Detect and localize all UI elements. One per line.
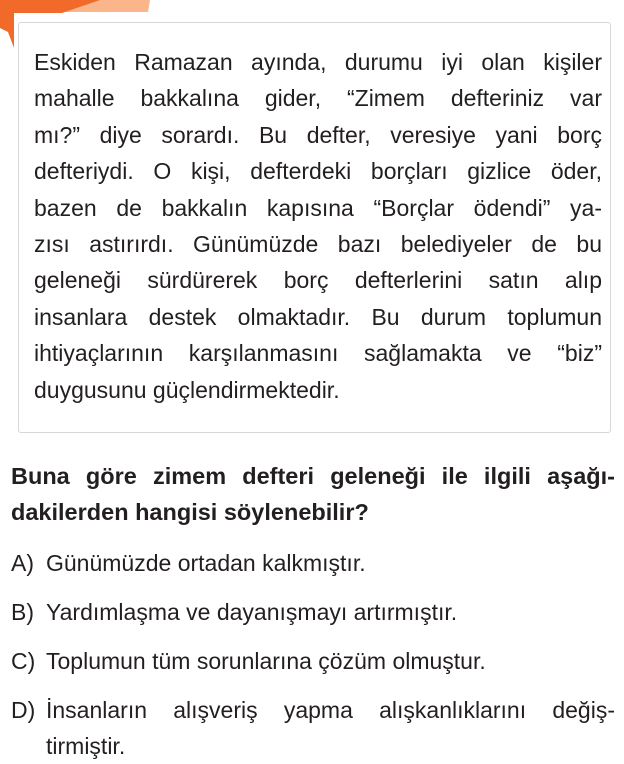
passage-text	[34, 44, 602, 408]
passage-line: defteriydi. O kişi, defterdeki borçları gizlice öder,	[34, 158, 602, 185]
question-line: dakilerden hangisi söylenebilir?	[11, 499, 369, 525]
option-b[interactable]	[11, 594, 615, 630]
option-text-continuation: tirmiştir.	[46, 733, 126, 759]
question-line: Buna göre zimem defteri geleneği ile ilgili aşağı-	[11, 463, 615, 489]
option-text: Yardımlaşma ve dayanışmayı artırmıştır.	[46, 599, 458, 625]
option-d[interactable]	[11, 692, 615, 764]
passage-line: mahalle bakkalına gider, “Zimem defteriniz var	[34, 85, 602, 112]
option-letter: D)	[11, 697, 36, 723]
option-text: İnsanların alışveriş yapma alışkanlıklarını değiş-	[46, 697, 615, 723]
option-text: Günümüzde ortadan kalkmıştır.	[46, 550, 366, 576]
option-text: Toplumun tüm sorunlarına çözüm olmuştur.	[46, 648, 486, 674]
passage-line: duygusunu güçlendirmektedir.	[34, 376, 340, 403]
option-c[interactable]	[11, 643, 615, 679]
passage-line: bazen de bakkalın kapısına “Borçlar ödendi” ya-	[34, 194, 602, 221]
option-a[interactable]	[11, 545, 615, 581]
passage-line: Eskiden Ramazan ayında, durumu iyi olan kişiler	[34, 49, 602, 75]
passage-line: geleneği sürdürerek borç defterlerini satın alıp	[34, 267, 602, 294]
option-letter: C)	[11, 648, 36, 674]
question-stem	[11, 458, 615, 530]
option-letter: B)	[11, 599, 34, 625]
passage-line: zısı astırırdı. Günümüzde bazı belediyeler de bu	[34, 230, 602, 257]
passage-line: ihtiyaçlarının karşılanmasını sağlamakta ve “biz”	[34, 340, 602, 367]
passage-line: insanlara destek olmaktadır. Bu durum toplumun	[34, 303, 602, 330]
option-letter: A)	[11, 550, 34, 576]
passage-line: mı?” diye sorardı. Bu defter, veresiye yani borç	[34, 121, 602, 148]
